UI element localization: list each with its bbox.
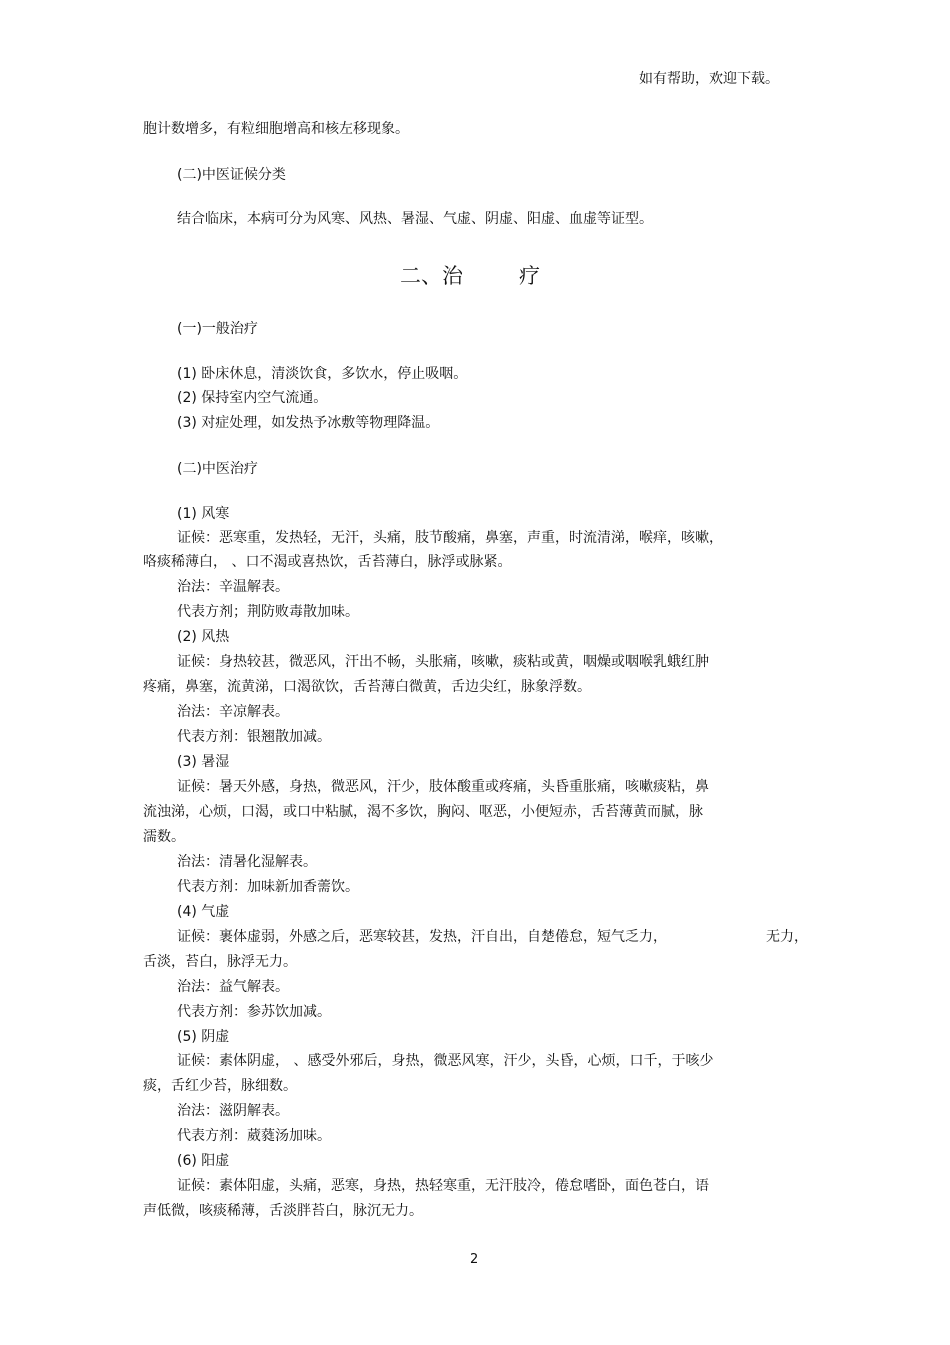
general-treatment-item: (1) 卧床休息，清淡饮食，多饮水，停止吸咽。: [177, 366, 468, 382]
type-name: (2) 风热: [177, 629, 230, 645]
type-symptoms-line: 濡数。: [143, 829, 185, 845]
type-formula: 代表方剂：银翘散加减。: [177, 729, 331, 745]
type-symptoms-line: 证候：暑天外感，身热，微恶风，汗少，肢体酸重或疼痛，头昏重胀痛，咳嗽痰粘，鼻: [177, 779, 709, 795]
general-treatment-item: (3) 对症处理，如发热予冰敷等物理降温。: [177, 415, 440, 431]
type-symptoms-line: 咯痰稀薄白， 、口不渴或喜热饮，舌苔薄白，脉浮或脉紧。: [143, 554, 512, 570]
tcm-classification-text: 结合临床，本病可分为风寒、风热、暑湿、气虚、阴虚、阳虚、血虚等证型。: [177, 211, 653, 227]
intro-line: 胞计数增多，有粒细胞增高和核左移现象。: [143, 121, 409, 137]
type-formula: 代表方剂：加味新加香薷饮。: [177, 879, 359, 895]
type-formula: 代表方剂；荆防败毒散加味。: [177, 604, 359, 620]
type-symptoms-tail: 无力，: [766, 929, 808, 945]
type-method: 治法：滋阴解表。: [177, 1103, 289, 1119]
type-symptoms-line: 证候：裹体虚弱，外感之后，恶寒较甚，发热，汗自出，自楚倦怠，短气乏力，: [177, 929, 667, 945]
section-title: [400, 263, 540, 289]
general-treatment-heading: (一)一般治疗: [177, 321, 258, 337]
section-title-part2: 疗: [519, 264, 540, 288]
type-formula: 代表方剂：葳蕤汤加味。: [177, 1128, 331, 1144]
type-symptoms-line: 舌淡，苔白，脉浮无力。: [143, 954, 297, 970]
type-formula: 代表方剂：参苏饮加减。: [177, 1004, 331, 1020]
page-header: 如有帮助，欢迎下载。: [639, 71, 779, 87]
type-symptoms-line: 痰，舌红少苔，脉细数。: [143, 1078, 297, 1094]
tcm-classification-heading: (二)中医证候分类: [177, 167, 286, 183]
type-method: 治法：益气解表。: [177, 979, 289, 995]
type-symptoms-line: 证候：恶寒重，发热轻，无汗，头痛，肢节酸痛，鼻塞，声重，时流清涕，喉痒，咳嗽，: [177, 530, 723, 546]
type-symptoms-line: 证候：素体阴虚， 、感受外邪后，身热，微恶风寒，汗少，头昏，心烦，口千，于咳少: [177, 1053, 714, 1069]
type-method: 治法：辛温解表。: [177, 579, 289, 595]
type-name: (3) 暑湿: [177, 754, 230, 770]
type-name: (6) 阳虚: [177, 1153, 230, 1169]
type-method: 治法：清暑化湿解表。: [177, 854, 317, 870]
type-symptoms-line: 疼痛，鼻塞，流黄涕，口渴欲饮，舌苔薄白微黄，舌边尖红，脉象浮数。: [143, 679, 591, 695]
type-symptoms-line: 流浊涕，心烦，口渴，或口中粘腻，渴不多饮，胸闷、呕恶，小便短赤，舌苔薄黄而腻，脉: [143, 804, 703, 820]
tcm-treatment-heading: (二)中医治疗: [177, 461, 258, 477]
type-symptoms-line: 证候：素体阳虚，头痛，恶寒，身热，热轻寒重，无汗肢冷，倦怠嗜卧，面色苍白，语: [177, 1178, 709, 1194]
general-treatment-item: (2) 保持室内空气流通。: [177, 390, 328, 406]
page-number: 2: [470, 1252, 479, 1267]
type-name: (1) 风寒: [177, 506, 230, 522]
section-title-part1: 二、治: [400, 264, 463, 288]
type-name: (4) 气虚: [177, 904, 230, 920]
type-name: (5) 阴虚: [177, 1029, 230, 1045]
type-symptoms-line: 声低微，咳痰稀薄，舌淡胖苔白，脉沉无力。: [143, 1203, 423, 1219]
type-method: 治法：辛凉解表。: [177, 704, 289, 720]
type-symptoms-line: 证候：身热较甚，微恶风，汗出不畅，头胀痛，咳嗽，痰粘或黄，咽燥或咽喉乳蛾红肿: [177, 654, 709, 670]
